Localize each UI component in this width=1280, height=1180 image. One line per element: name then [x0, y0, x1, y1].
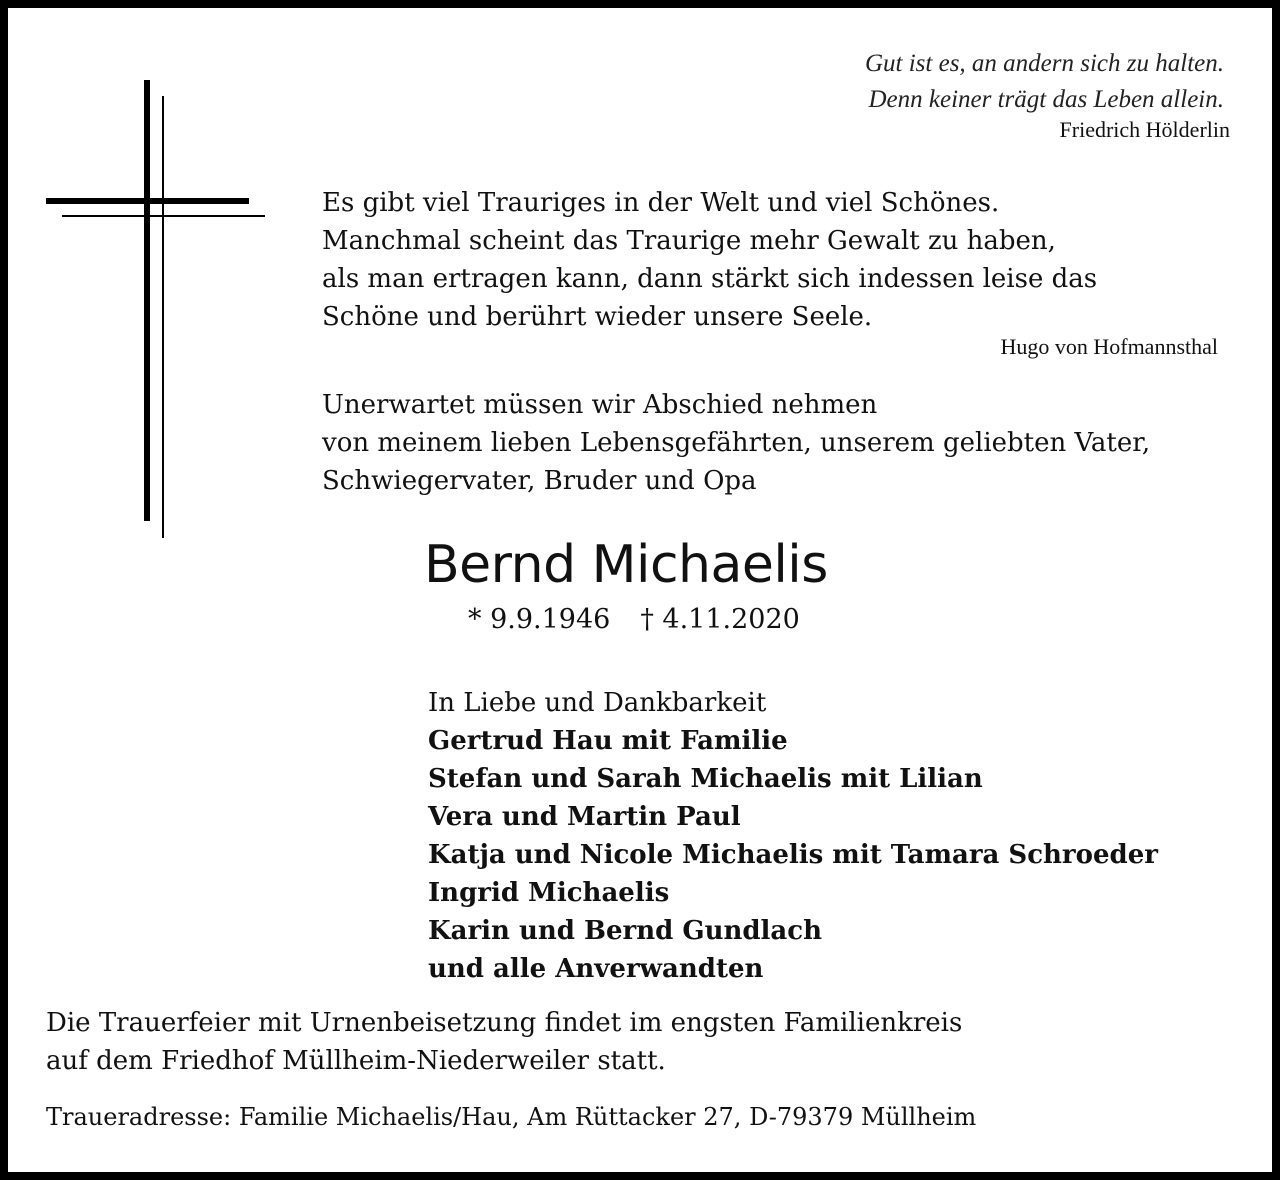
mourners-intro: In Liebe und Dankbarkeit [428, 688, 767, 718]
mourning-address: Traueradresse: Familie Michaelis/Hau, Am Rüttacker 27, D-79379 Müllheim [46, 1103, 977, 1131]
birth-date: * 9.9.1946 [468, 604, 611, 635]
quote-line: Schöne und berührt wieder unsere Seele. [322, 302, 873, 332]
announcement-line: Schwiegervater, Bruder und Opa [322, 466, 757, 496]
announcement-line: Unerwartet müssen wir Abschied nehmen [322, 390, 878, 420]
motto-author: Friedrich Hölderlin [1059, 117, 1230, 142]
motto-line: Gut ist es, an andern sich zu halten. [864, 50, 1224, 77]
cross-vertical-bar [144, 80, 150, 521]
cross-horizontal-bar [46, 198, 249, 204]
motto-quote [865, 46, 1224, 118]
mourner-name: Ingrid Michaelis [428, 878, 670, 908]
mourners-list [428, 684, 1158, 988]
announcement-text [322, 386, 1150, 500]
quote-line: Es gibt viel Trauriges in der Welt und viel Schönes. [322, 188, 1000, 218]
hofmannsthal-quote [322, 184, 1097, 336]
mourner-name: und alle Anverwandten [428, 954, 764, 984]
ceremony-line: Die Trauerfeier mit Urnenbeisetzung findet im engsten Familienkreis [46, 1008, 963, 1038]
announcement-line: von meinem lieben Lebensgefährten, unserem geliebten Vater, [322, 428, 1151, 458]
ceremony-line: auf dem Friedhof Müllheim-Niederweiler statt. [46, 1046, 666, 1076]
death-date: † 4.11.2020 [640, 604, 800, 635]
mourner-name: Gertrud Hau mit Familie [428, 726, 788, 756]
cross-horizontal-shadow-line [62, 215, 265, 217]
mourner-name: Karin und Bernd Gundlach [428, 916, 823, 946]
quote-line: Manchmal scheint das Traurige mehr Gewalt zu haben, [322, 226, 1056, 256]
life-dates [468, 604, 830, 635]
mourner-name: Stefan und Sarah Michaelis mit Lilian [428, 764, 983, 794]
motto-line: Denn keiner trägt das Leben allein. [868, 86, 1224, 113]
mourner-name: Vera und Martin Paul [428, 802, 741, 832]
deceased-name: Bernd Michaelis [424, 535, 828, 595]
cross-vertical-shadow-line [162, 96, 164, 538]
mourner-name: Katja und Nicole Michaelis mit Tamara Schroeder [428, 840, 1158, 870]
quote-line: als man ertragen kann, dann stärkt sich indessen leise das [322, 264, 1098, 294]
ceremony-info [46, 1004, 962, 1080]
quote-author: Hugo von Hofmannsthal [1000, 334, 1218, 359]
